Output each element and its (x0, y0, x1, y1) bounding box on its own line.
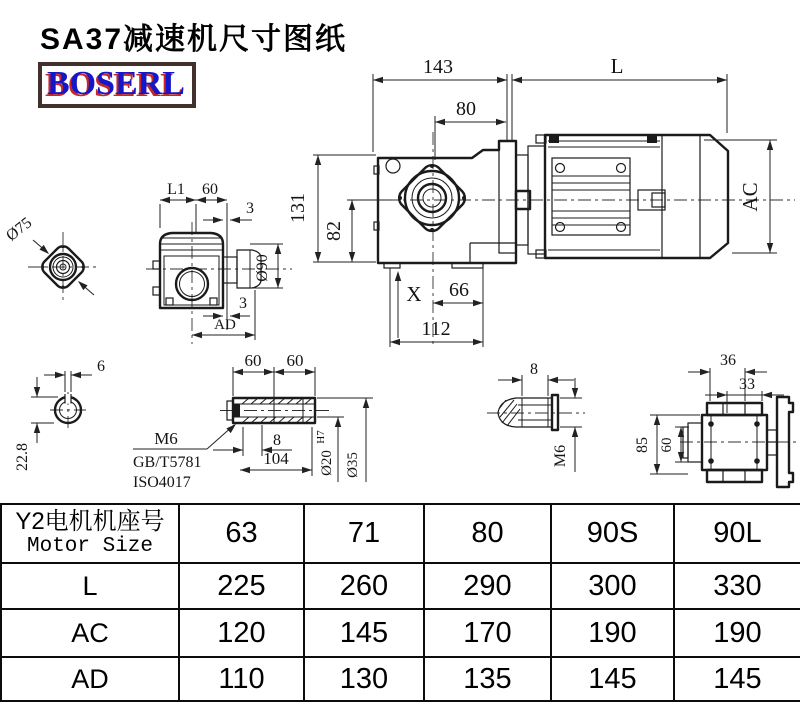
cell-AC-63: 120 (179, 609, 304, 657)
dim-6: 6 (97, 358, 105, 375)
dim-22-8: 22.8 (14, 443, 31, 471)
table-row (1, 657, 800, 701)
motor-size-header-en: Motor Size (26, 535, 154, 559)
row-label-AC: AC (1, 609, 179, 657)
dimension-table (0, 503, 800, 702)
cell-AD-90s: 145 (551, 657, 674, 701)
motor-size-header (1, 504, 179, 563)
table-header-row (1, 504, 800, 563)
brand-logo (38, 62, 196, 108)
motor-size-header-zh: Y2电机机座号 (15, 507, 165, 535)
note-m6: M6 (154, 429, 178, 448)
note-gb-t5781: GB/T5781 (133, 454, 202, 471)
cell-AD-90l: 145 (674, 657, 800, 701)
dim-131: 131 (287, 193, 309, 223)
dim-d75: Ø75 (3, 214, 36, 245)
row-label-L: L (1, 563, 179, 609)
table-row (1, 609, 800, 657)
dim-66: 66 (449, 279, 469, 301)
dim-d35: Ø35 (345, 452, 361, 478)
main-view (287, 54, 795, 347)
dim-112: 112 (421, 318, 451, 340)
size-col-80: 80 (424, 504, 551, 563)
cell-AD-63: 110 (179, 657, 304, 701)
note-iso4017: ISO4017 (133, 474, 191, 491)
dim-d20: Ø20 (319, 450, 335, 476)
dim-AC: AC (738, 182, 762, 212)
cell-AC-90s: 190 (551, 609, 674, 657)
cell-AC-71: 145 (304, 609, 424, 657)
dim-60a: 60 (244, 351, 262, 370)
output-shaft-view (133, 351, 373, 491)
dim-AD: AD (214, 317, 236, 333)
cell-AC-80: 170 (424, 609, 551, 657)
cell-AD-71: 130 (304, 657, 424, 701)
table-row (1, 563, 800, 609)
dim-8b: 8 (530, 361, 538, 378)
dim-60b: 60 (286, 351, 304, 370)
dim-L: L (610, 54, 624, 78)
size-col-90s: 90S (551, 504, 674, 563)
row-label-AD: AD (1, 657, 179, 701)
size-col-63: 63 (179, 504, 304, 563)
mount-bracket-view (634, 352, 798, 487)
dim-85: 85 (634, 437, 651, 453)
dim-82: 82 (323, 221, 345, 241)
cell-L-80: 290 (424, 563, 551, 609)
dim-143: 143 (423, 56, 453, 78)
size-col-71: 71 (304, 504, 424, 563)
dim-3-bottom: 3 (239, 295, 247, 312)
cell-AC-90l: 190 (674, 609, 800, 657)
dim-X: X (406, 282, 422, 306)
shaft-section-view (14, 358, 105, 471)
dim-8: 8 (273, 432, 281, 449)
flange-view (3, 214, 98, 302)
cell-L-71: 260 (304, 563, 424, 609)
dim-d20-tol: H7 (315, 430, 327, 444)
side-view (146, 181, 292, 344)
cell-AD-80: 135 (424, 657, 551, 701)
cell-L-90s: 300 (551, 563, 674, 609)
cell-L-63: 225 (179, 563, 304, 609)
dim-L1: L1 (167, 181, 185, 198)
dim-104: 104 (263, 449, 289, 468)
brand-logo-text: BOSERL (47, 65, 185, 102)
dim-36: 36 (720, 352, 736, 369)
dim-60c: 60 (659, 437, 675, 453)
dim-m6b: M6 (552, 444, 569, 468)
dim-80: 80 (456, 98, 476, 120)
dim-3-top: 3 (246, 200, 254, 217)
dim-60: 60 (202, 181, 218, 198)
dim-33: 33 (739, 376, 755, 393)
cell-L-90l: 330 (674, 563, 800, 609)
page-title: SA37减速机尺寸图纸 (40, 23, 348, 56)
size-col-90l: 90L (674, 504, 800, 563)
input-shaft-view (487, 361, 585, 472)
dim-d90: Ø90 (254, 254, 271, 282)
